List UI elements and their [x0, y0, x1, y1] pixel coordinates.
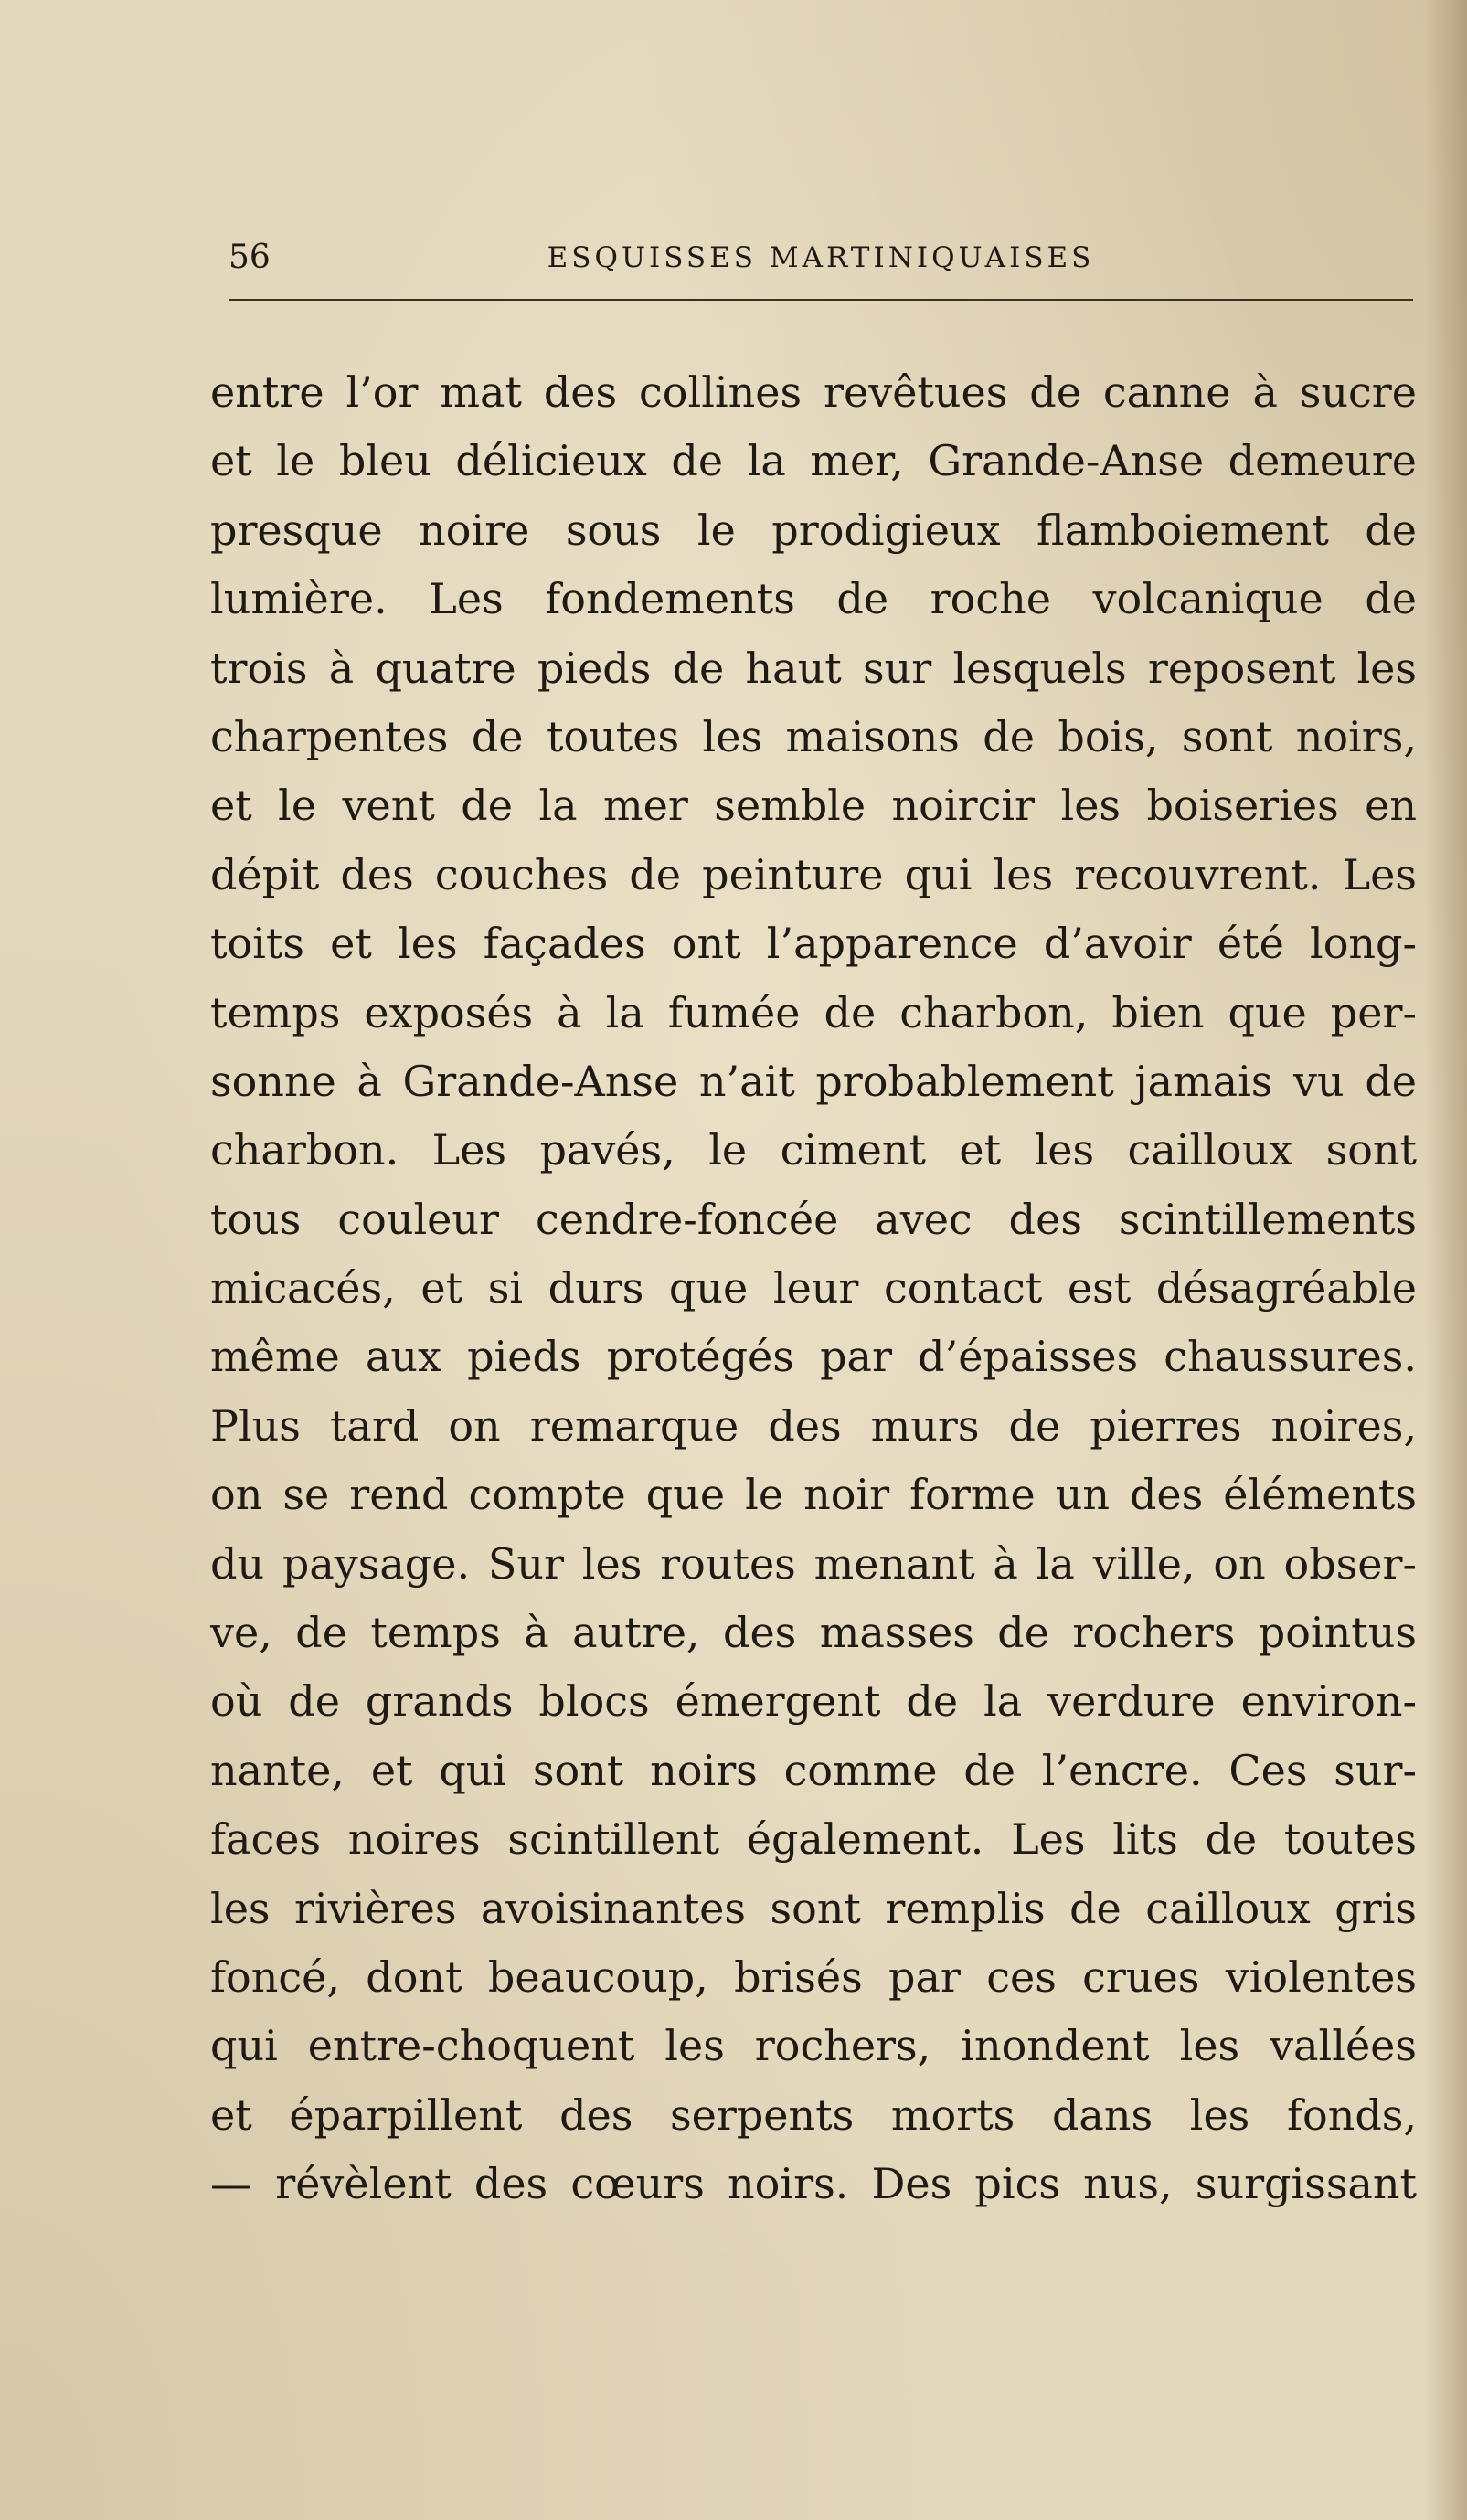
text-line: dépit des couches de peinture qui les recouvrent. Les: [210, 849, 1417, 899]
page-header: [229, 233, 1413, 282]
text-line: nante, et qui sont noirs comme de l’encre. Ces sur-: [210, 1745, 1417, 1795]
text-line: lumière. Les fondements de roche volcanique de: [210, 574, 1417, 624]
text-line: du paysage. Sur les routes menant à la ville, on obser-: [210, 1538, 1417, 1589]
text-line: presque noire sous le prodigieux flamboiement de: [210, 505, 1417, 555]
text-line: Plus tard on remarque des murs de pierres noires,: [210, 1400, 1417, 1451]
text-line: ve, de temps à autre, des masses de rochers pointus: [210, 1608, 1417, 1658]
text-line: qui entre-choquent les rochers, inondent les vallées: [210, 2021, 1417, 2071]
body-text: [210, 358, 1417, 2219]
text-line: foncé, dont beaucoup, brisés par ces crues violentes: [210, 1951, 1417, 2002]
text-line: les rivières avoisinantes sont remplis de cailloux gris: [210, 1883, 1417, 1933]
text-line: et le vent de la mer semble noircir les boiseries en: [210, 781, 1417, 831]
text-line: même aux pieds protégés par d’épaisses chaussures.: [210, 1332, 1417, 1382]
text-line: tous couleur cendre-foncée avec des scintillements: [210, 1194, 1417, 1244]
text-line: et le bleu délicieux de la mer, Grande-Anse demeure: [210, 436, 1417, 486]
text-line: sonne à Grande-Anse n’ait probablement jamais vu de: [210, 1056, 1417, 1106]
text-line: on se rend compte que le noir forme un des éléments: [210, 1470, 1417, 1520]
page-number: 56: [229, 239, 271, 276]
text-line: entre l’or mat des collines revêtues de canne à sucre: [210, 367, 1417, 417]
text-line: charbon. Les pavés, le ciment et les cailloux sont: [210, 1125, 1417, 1175]
text-line: et éparpillent des serpents morts dans les fonds,: [210, 2089, 1417, 2140]
text-line: — révèlent des cœurs noirs. Des pics nus, surgissant: [210, 2159, 1417, 2209]
header-rule: [229, 299, 1413, 301]
text-line: où de grands blocs émergent de la verdure environ-: [210, 1676, 1417, 1727]
text-line: micacés, et si durs que leur contact est désagréable: [210, 1263, 1417, 1313]
running-title: ESQUISSES MARTINIQUAISES: [547, 241, 1095, 274]
text-line: temps exposés à la fumée de charbon, bien que per-: [210, 987, 1417, 1037]
page-edge-shadow: [1425, 0, 1467, 2520]
text-line: faces noires scintillent également. Les lits de toutes: [210, 1814, 1417, 1865]
text-line: trois à quatre pieds de haut sur lesquels reposent les: [210, 643, 1417, 693]
text-line: charpentes de toutes les maisons de bois, sont noirs,: [210, 711, 1417, 761]
text-line: toits et les façades ont l’apparence d’avoir été long-: [210, 919, 1417, 969]
